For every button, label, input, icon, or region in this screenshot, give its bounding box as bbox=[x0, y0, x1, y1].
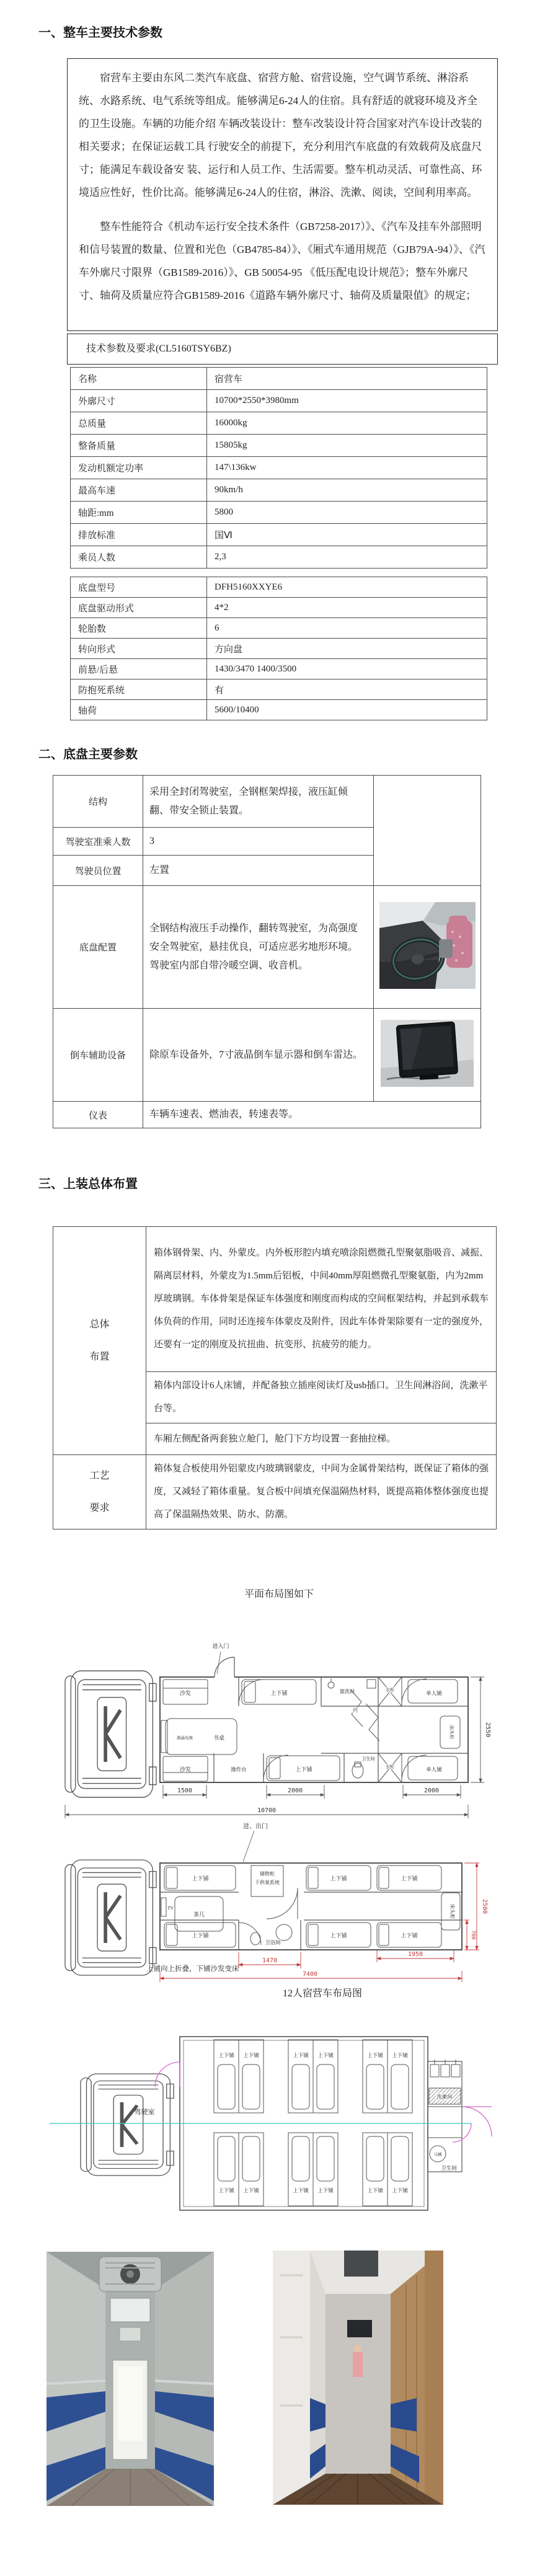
door-label: 门 bbox=[353, 1707, 358, 1713]
bunk-label: 上下铺 bbox=[330, 1932, 347, 1939]
bunk-label: 上下铺 bbox=[218, 2052, 234, 2058]
param-label: 转向形式 bbox=[71, 639, 207, 659]
param-label: 轴荷 bbox=[71, 700, 207, 720]
param-value: 16000kg bbox=[207, 412, 487, 435]
param-label: 轮胎数 bbox=[71, 618, 207, 639]
bunk-label: 上下铺 bbox=[243, 2187, 259, 2193]
row-text: 除原车设备外，7寸液晶倒车显示器和倒车雷达。 bbox=[143, 1009, 374, 1102]
dim-total: 7400 bbox=[302, 1971, 318, 1978]
interior-corridor-photo-2 bbox=[273, 2251, 443, 2505]
param-label: 发动机额定功率 bbox=[71, 457, 207, 479]
empty-cell bbox=[374, 776, 481, 886]
top-bunk-row bbox=[214, 2040, 412, 2113]
bunk-label: 上下铺 bbox=[192, 1875, 209, 1882]
bunk-label: 上下铺 bbox=[317, 2052, 334, 2058]
photo-cell bbox=[374, 886, 481, 1009]
bedside-cabinet-label: 床头柜 bbox=[450, 1904, 455, 1919]
row-label: 结构 bbox=[53, 776, 143, 828]
param-label: 轴距:mm bbox=[71, 502, 207, 524]
row-label: 驾驶室准乘人数 bbox=[53, 828, 143, 856]
bedside-cabinet-label: 床头柜 bbox=[449, 1725, 454, 1740]
param-value: 宿营车 bbox=[207, 368, 487, 390]
row-text: 采用全封闭驾驶室，全钢框架焊接，液压缸倾翻、带安全锁止装置。 bbox=[143, 776, 374, 828]
floor-plan-diagram-3 bbox=[37, 2026, 521, 2220]
param-value: 90km/h bbox=[207, 479, 487, 502]
truck-cab-top-view bbox=[65, 1671, 156, 1797]
param-label: 前悬/后悬 bbox=[71, 659, 207, 679]
bath-label: 卫浴间 bbox=[265, 1939, 281, 1945]
single-bed-label: 单人铺 bbox=[426, 1690, 442, 1696]
param-label: 底盘型号 bbox=[71, 577, 207, 598]
section2-heading: 二、底盘主要参数 bbox=[38, 748, 138, 761]
param-value: 5800 bbox=[207, 502, 487, 524]
param-label: 底盘驱动形式 bbox=[71, 598, 207, 618]
param-value: 147\136kw bbox=[207, 457, 487, 479]
row-text: 车辆车速表、燃油表，转速表等。 bbox=[143, 1102, 481, 1128]
entry-exit-door-label: 进、出门 bbox=[243, 1823, 268, 1830]
label-line: 布置 bbox=[89, 1351, 110, 1362]
bunk-label: 上下铺 bbox=[293, 2187, 309, 2193]
reversing-monitor-photo bbox=[381, 1020, 474, 1087]
dim-sofa: 1500 bbox=[177, 1787, 193, 1794]
param-value: 6 bbox=[207, 618, 487, 639]
entry-door-label: 进入门 bbox=[212, 1643, 229, 1649]
row-label: 底盘配置 bbox=[53, 886, 143, 1009]
bunk-label: 上下铺 bbox=[293, 2052, 309, 2058]
lcd-tv-label: 液晶电视 bbox=[177, 1736, 193, 1740]
overall-layout-text-3: 车厢左侧配备两套独立舱门，舱门下方均设置一套抽拉梯。 bbox=[146, 1423, 497, 1455]
bunk-label: 上下铺 bbox=[218, 2187, 234, 2193]
param-value: 4*2 bbox=[207, 598, 487, 618]
param-value: 2,3 bbox=[207, 546, 487, 569]
param-value: 方向盘 bbox=[207, 639, 487, 659]
craft-requirement-label bbox=[53, 1455, 146, 1529]
param-label: 排放标准 bbox=[71, 524, 207, 546]
param-value: 有 bbox=[207, 679, 487, 700]
plan-title: 平面布局图如下 bbox=[244, 1589, 314, 1600]
craft-requirement-text: 箱体复合板使用外铝蒙皮内玻璃钢蒙皮，中间为金属骨架结构，既保证了箱体的强度，又减轻了箱体重量。复合板中间填充保温隔热材料，既提高箱体整体强度也提高了保温隔热效果、防水、防潮。 bbox=[146, 1455, 497, 1529]
toilet-room-label: 卫生间 bbox=[361, 1756, 375, 1761]
param-value: 国Ⅵ bbox=[207, 524, 487, 546]
dim-width: 2500 bbox=[481, 1898, 488, 1914]
desk-label: 书桌 bbox=[213, 1735, 225, 1741]
row-label: 驾驶员位置 bbox=[53, 856, 143, 886]
fold-note: 上铺向上折叠，下铺沙发变床 bbox=[146, 1965, 239, 1973]
param-label: 外廓尺寸 bbox=[71, 390, 207, 412]
tea-table-label: 茶几 bbox=[193, 1911, 205, 1918]
label-line: 工艺 bbox=[89, 1470, 110, 1481]
label-line: 要求 bbox=[89, 1502, 110, 1513]
console-label: 操作台 bbox=[231, 1766, 247, 1773]
label-line: 总体 bbox=[89, 1319, 110, 1330]
bunk-label: 上下铺 bbox=[317, 2187, 334, 2193]
bunk-label: 上下铺 bbox=[367, 2052, 383, 2058]
wardrobe-label: 衣柜 bbox=[386, 1764, 394, 1769]
param-label: 防抱死系统 bbox=[71, 679, 207, 700]
bunk-label: 上下铺 bbox=[392, 2187, 408, 2193]
params-title-row: 技术参数及要求(CL5160TSY6BZ) bbox=[67, 334, 498, 365]
bunk-label: 上下铺 bbox=[401, 1875, 418, 1882]
param-label: 最高车速 bbox=[71, 479, 207, 502]
param-label: 总质量 bbox=[71, 412, 207, 435]
dim-width: 2550 bbox=[484, 1722, 491, 1738]
sofa-label: 沙发 bbox=[179, 1690, 192, 1696]
vehicle-params-table bbox=[70, 367, 487, 569]
param-value: 10700*2550*3980mm bbox=[207, 390, 487, 412]
intro-paragraph-1: 宿营车主要由东风二类汽车底盘、宿营方舱、宿营设施，空气调节系统、淋浴系统、水路系统、电气系统等组成。能够满足6-24人的住宿。具有舒适的就寝环境及齐全 的卫生设施。车辆的功能介绍 车辆改装设计：整车改装设计符合国家对汽车设计改装的相关要求；在保证运载工具 行驶安全的前提下，充分利用汽车底盘的有效载荷及底盘尺寸；能满足车载设备安 装、运行和人员工作、生活需要。整车机动灵活、可靠性高、环境适应性好，性价比高。能够满足6-24人的住宿，淋浴、洗漱、阅读，空间利用率高。 bbox=[79, 72, 482, 198]
box-body-outline bbox=[160, 1677, 468, 1782]
row-text: 3 bbox=[143, 828, 374, 856]
param-value: 5600/10400 bbox=[207, 700, 487, 720]
bunk-label: 上下铺 bbox=[243, 2052, 259, 2058]
washroom-label: 盥洗间 bbox=[340, 1689, 355, 1694]
intro-text-box bbox=[67, 58, 498, 331]
bunk-label: 上下铺 bbox=[401, 1932, 418, 1939]
dim-total: 10700 bbox=[257, 1807, 277, 1814]
chassis-detail-table bbox=[53, 775, 481, 1128]
overall-layout-label bbox=[53, 1227, 146, 1455]
bunk-label: 上下铺 bbox=[392, 2052, 408, 2058]
cab-interior-photo bbox=[379, 902, 476, 989]
dim-bath: 1470 bbox=[262, 1957, 278, 1964]
bottom-bunk-row bbox=[214, 2133, 412, 2206]
bunk-label: 上下铺 bbox=[295, 1766, 312, 1773]
wardrobe-label: 衣柜 bbox=[386, 1688, 394, 1693]
overall-layout-text-2: 箱体内部设计6人床铺，并配备独立插座阅读灯及usb插口。卫生间淋浴间，洗漱平台等。 bbox=[146, 1372, 497, 1423]
dim-single: 2000 bbox=[423, 1787, 440, 1794]
row-text: 左置 bbox=[143, 856, 374, 886]
chassis-params-table bbox=[70, 577, 487, 720]
dim-aisle: 700 bbox=[470, 1930, 476, 1940]
dim-bunk: 1950 bbox=[407, 1951, 423, 1958]
bunk-label: 上下铺 bbox=[367, 2187, 383, 2193]
storage-label-1: 储物柜 bbox=[260, 1871, 275, 1877]
diagram2-caption: 12人宿营车布局图 bbox=[282, 1988, 362, 1999]
param-value: 15805kg bbox=[207, 435, 487, 457]
sofa-label: 沙发 bbox=[179, 1766, 192, 1773]
truck-cab-top-view bbox=[65, 1860, 156, 1975]
bunk-label: 上下铺 bbox=[192, 1932, 209, 1939]
overall-layout-text-1: 箱体钢骨架、内、外蒙皮。内外板形腔内填充喷涂阻燃微孔型聚氨脂吸音、减振、隔离层材料，外蒙皮为1.5mm后铝板，中间40mm厚阻燃微孔型聚氨脂，内为2mm厚玻璃钢。车体骨架是保证车体强度和刚度而构成的空间框架结构，并起到承载车体负荷的作用，同时还连接车体蒙皮及附件，因此车体骨架除要有一定的强度外，还要有一定的刚度及抗扭曲、抗变形、抗疲劳的能力。 bbox=[146, 1227, 497, 1372]
dim-bunk: 2000 bbox=[287, 1787, 303, 1794]
cab-label: 驾驶室 bbox=[134, 2109, 155, 2116]
entry-door-arc bbox=[215, 1657, 234, 1677]
param-label: 乘员人数 bbox=[71, 546, 207, 569]
row-text: 全钢结构液压手动操作，翻转驾驶室，为高强度安全驾驶室，悬挂优良，可适应恶劣地形环境。驾驶室内部自带冷暖空调、收音机。 bbox=[143, 886, 374, 1009]
photo-cell bbox=[374, 1009, 481, 1102]
interior-corridor-photo-1 bbox=[46, 2252, 214, 2506]
body-layout-table bbox=[53, 1226, 497, 1529]
param-label: 整备质量 bbox=[71, 435, 207, 457]
bunk-label: 上下铺 bbox=[270, 1690, 288, 1696]
single-bed-label: 单人铺 bbox=[426, 1766, 442, 1773]
param-value: DFH5160XXYE6 bbox=[207, 577, 487, 598]
section3-heading: 三、上装总体布置 bbox=[38, 1177, 138, 1191]
param-value: 1430/3470 1400/3500 bbox=[207, 659, 487, 679]
washroom-label: 洗漱间 bbox=[436, 2094, 453, 2100]
truck-cab-top-view bbox=[81, 2074, 174, 2175]
toilet-label: 马桶 bbox=[433, 2153, 442, 2157]
row-label: 倒车辅助设备 bbox=[53, 1009, 143, 1102]
section1-heading: 一、整车主要技术参数 bbox=[38, 26, 162, 40]
row-label: 仪表 bbox=[53, 1102, 143, 1128]
floor-plan-diagram-2 bbox=[37, 1818, 521, 1985]
storage-label-2: 下供氧系统 bbox=[255, 1880, 280, 1885]
bathroom-label: 卫生间 bbox=[441, 2165, 457, 2171]
washroom-area bbox=[429, 2060, 461, 2162]
tv-label: TV bbox=[167, 1905, 174, 1911]
param-label: 名称 bbox=[71, 368, 207, 390]
bunk-label: 上下铺 bbox=[330, 1875, 347, 1882]
floor-plan-diagram-1 bbox=[37, 1629, 521, 1834]
intro-paragraph-2: 整车性能符合《机动车运行安全技术条件（GB7258-2017）》、《汽车及挂车外部照明和信号装置的数量、位置和光色（GB4785-84）》、《厢式车通用规范（GJB79A-94）》、《汽车外廓尺寸限界（GB1589-2016）》、GB 50054-95 《低压配电设计规范》；整车外廓尺寸、轴荷及质量应符合GB1589-2016《道路车辆外廓尺寸、轴荷及质量限值》的规定； bbox=[79, 221, 485, 301]
